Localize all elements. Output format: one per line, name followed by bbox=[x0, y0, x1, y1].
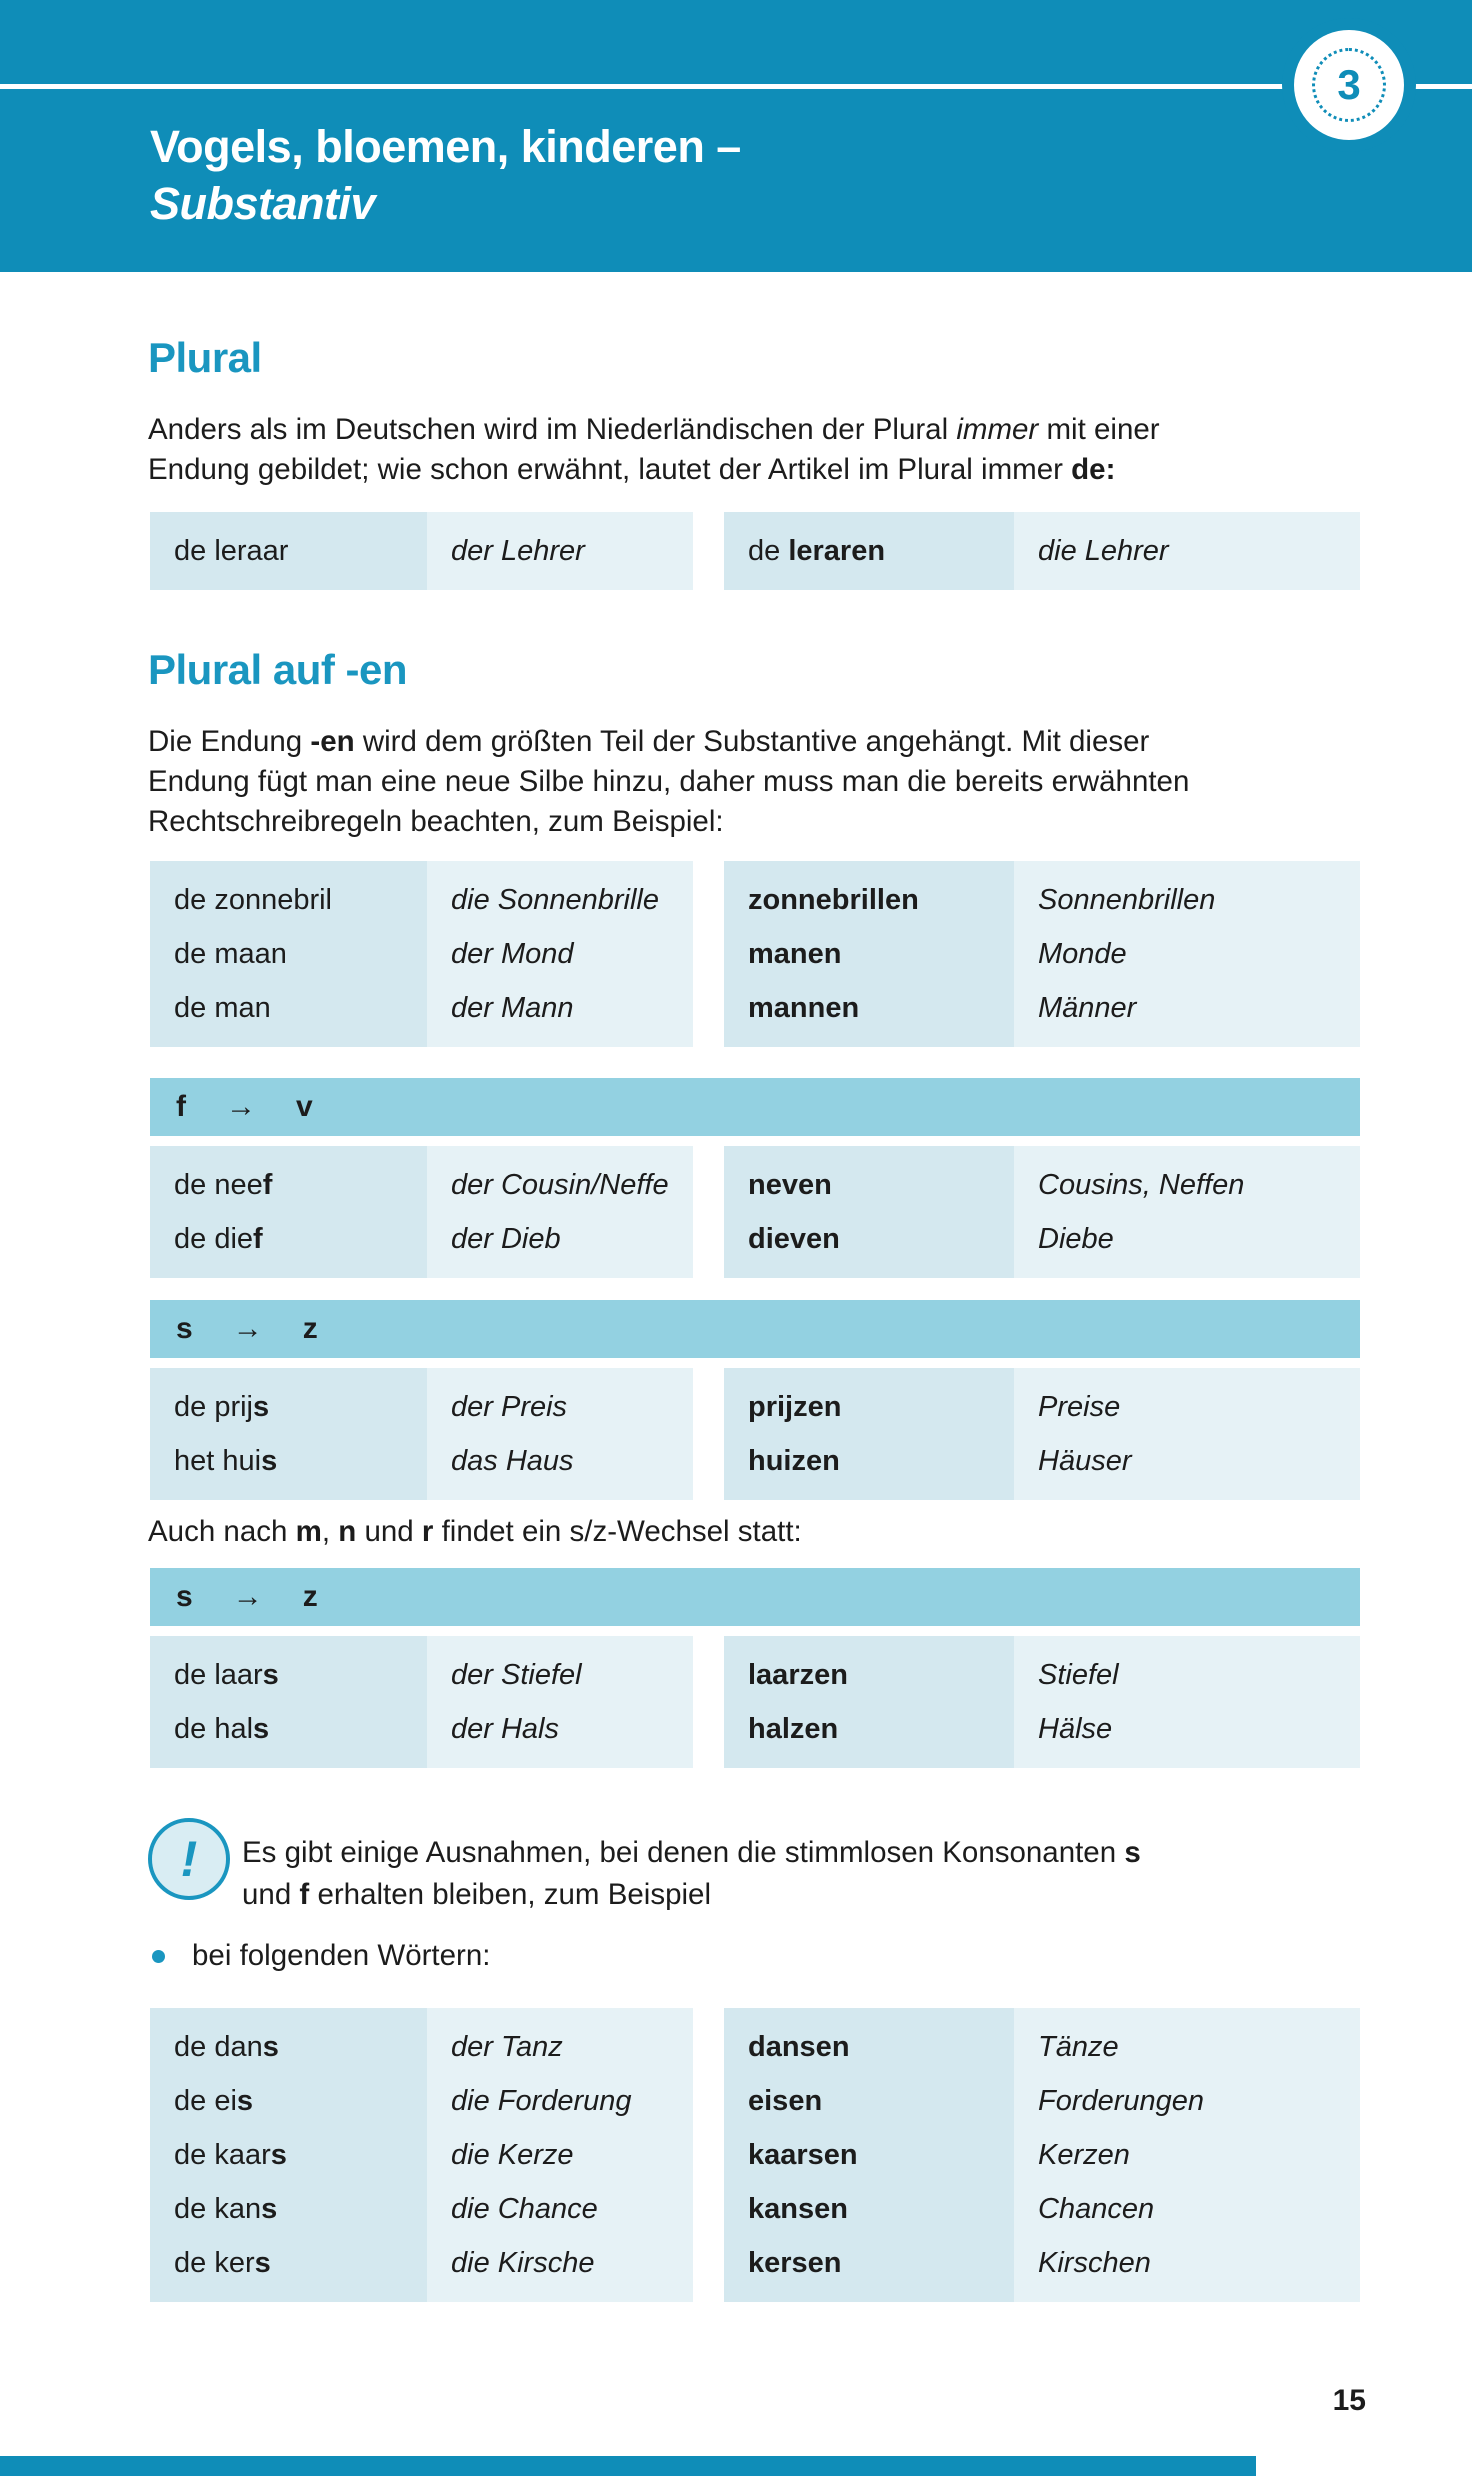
paragraph-after-mnr: Auch nach m, n und r findet ein s/z-Wechsel statt: bbox=[148, 1515, 802, 1548]
table-cell: kaarsen bbox=[748, 2139, 858, 2171]
table-cell: Monde bbox=[1038, 938, 1127, 970]
title-line-2: Substantiv bbox=[150, 178, 376, 229]
column-dutch-singular bbox=[150, 861, 427, 1047]
table-cell: Diebe bbox=[1038, 1223, 1114, 1255]
table-cell: de eis bbox=[174, 2085, 254, 2117]
table-cell: de neef bbox=[174, 1169, 273, 1201]
table-gap bbox=[693, 861, 724, 1047]
page-title bbox=[150, 118, 741, 232]
column-german-singular bbox=[427, 1146, 693, 1278]
arrow-right-icon: → bbox=[232, 1312, 263, 1345]
table-cell: huizen bbox=[748, 1445, 840, 1477]
column-dutch-singular bbox=[150, 2008, 427, 2302]
column-dutch-plural bbox=[724, 861, 1014, 1047]
example-table-s-z bbox=[150, 1368, 1360, 1500]
table-cell: Tänze bbox=[1038, 2031, 1119, 2063]
table-cell: der Cousin/Neffe bbox=[451, 1169, 669, 1201]
table-cell: der Hals bbox=[451, 1713, 559, 1745]
table-cell: die Chance bbox=[451, 2193, 598, 2225]
table-cell: de kans bbox=[174, 2193, 278, 2225]
chapter-number: 3 bbox=[1337, 61, 1361, 108]
table-cell: Kirschen bbox=[1038, 2247, 1151, 2279]
column-german-singular bbox=[427, 861, 693, 1047]
rule-letter-to: z bbox=[302, 1312, 318, 1345]
table-cell: Sonnenbrillen bbox=[1038, 884, 1216, 916]
table-cell: halzen bbox=[748, 1713, 839, 1745]
table-cell: manen bbox=[748, 938, 842, 970]
note-text: Es gibt einige Ausnahmen, bei denen die stimmlosen Konsonanten s und f erhalten bleiben, zum Beispiel bbox=[242, 1836, 1141, 1911]
table-gap bbox=[693, 2008, 724, 2302]
table-cell: der Mann bbox=[451, 992, 574, 1024]
column-dutch-plural bbox=[724, 2008, 1014, 2302]
table-cell: Cousins, Neffen bbox=[1038, 1169, 1245, 1201]
table-cell: Preise bbox=[1038, 1391, 1121, 1423]
example-table-s-z-mnr bbox=[150, 1636, 1360, 1768]
table-cell: Männer bbox=[1038, 992, 1137, 1024]
header-rule-line bbox=[0, 84, 1472, 89]
exclamation-glyph: ! bbox=[180, 1831, 198, 1887]
column-german-plural bbox=[1014, 1368, 1360, 1500]
chapter-badge-ring-icon bbox=[1312, 48, 1386, 122]
table-cell: de maan bbox=[174, 938, 287, 970]
table-cell: kansen bbox=[748, 2193, 848, 2225]
section-heading-plural: Plural bbox=[148, 334, 262, 381]
rule-letter-to: v bbox=[296, 1090, 313, 1123]
table-cell: die Kirsche bbox=[451, 2247, 595, 2279]
table-gap bbox=[693, 1146, 724, 1278]
table-cell: Stiefel bbox=[1038, 1659, 1119, 1691]
column-german-singular bbox=[427, 1368, 693, 1500]
table-cell: de leraar bbox=[174, 535, 289, 567]
table-cell: der Preis bbox=[451, 1391, 568, 1423]
table-cell: die Lehrer bbox=[1038, 535, 1169, 567]
table-cell: der Mond bbox=[451, 938, 574, 970]
table-cell: der Stiefel bbox=[451, 1659, 582, 1691]
column-german-singular bbox=[427, 512, 693, 590]
column-dutch-plural bbox=[724, 1146, 1014, 1278]
page-number: 15 bbox=[1332, 2384, 1366, 2417]
table-cell: prijzen bbox=[748, 1391, 842, 1423]
rule-bar-s-to-z bbox=[150, 1300, 1360, 1358]
column-german-plural bbox=[1014, 861, 1360, 1047]
table-cell: mannen bbox=[748, 992, 860, 1024]
column-german-plural bbox=[1014, 1636, 1360, 1768]
table-cell: der Dieb bbox=[451, 1223, 561, 1255]
table-cell: de kers bbox=[174, 2247, 271, 2279]
table-cell: de dief bbox=[174, 1223, 263, 1255]
table-cell: dieven bbox=[748, 1223, 840, 1255]
table-cell: de kaars bbox=[174, 2139, 287, 2171]
column-dutch-plural bbox=[724, 512, 1014, 590]
table-cell: Chancen bbox=[1038, 2193, 1155, 2225]
table-cell: het huis bbox=[174, 1445, 278, 1477]
column-dutch-singular bbox=[150, 512, 427, 590]
paragraph-plural-intro: Anders als im Deutschen wird im Niederländischen der Plural immer mit einer Endung gebildet; wie schon erwähnt, lautet der Artikel im Plural immer de: bbox=[148, 413, 1160, 486]
column-german-singular bbox=[427, 1636, 693, 1768]
exclamation-icon bbox=[148, 1818, 230, 1900]
table-cell: eisen bbox=[748, 2085, 823, 2117]
table-cell: das Haus bbox=[451, 1445, 574, 1477]
column-german-plural bbox=[1014, 2008, 1360, 2302]
section-heading-plural-en: Plural auf -en bbox=[148, 646, 408, 693]
table-cell: zonnebrillen bbox=[748, 884, 919, 916]
table-cell: de zonnebril bbox=[174, 884, 332, 916]
bullet-item-text: bei folgenden Wörtern: bbox=[192, 1939, 491, 1972]
rule-letter-to: z bbox=[302, 1580, 318, 1613]
title-line-1: Vogels, bloemen, kinderen – bbox=[150, 121, 741, 172]
table-cell: der Tanz bbox=[451, 2031, 563, 2063]
rule-letter-from: s bbox=[176, 1580, 193, 1613]
column-dutch-singular bbox=[150, 1368, 427, 1500]
table-cell: de dans bbox=[174, 2031, 279, 2063]
rule-bar-s-to-z-mnr bbox=[150, 1568, 1360, 1626]
table-cell: laarzen bbox=[748, 1659, 848, 1691]
column-dutch-plural bbox=[724, 1636, 1014, 1768]
table-gap bbox=[693, 1636, 724, 1768]
column-german-singular bbox=[427, 2008, 693, 2302]
footer-bar bbox=[0, 2456, 1256, 2476]
table-cell: Forderungen bbox=[1038, 2085, 1205, 2117]
rule-bar-f-to-v bbox=[150, 1078, 1360, 1136]
column-dutch-plural bbox=[724, 1368, 1014, 1500]
rule-letter-from: f bbox=[176, 1090, 186, 1123]
table-gap bbox=[693, 1368, 724, 1500]
arrow-right-icon: → bbox=[232, 1580, 263, 1613]
example-table-exceptions bbox=[150, 2008, 1360, 2302]
table-cell: Häuser bbox=[1038, 1445, 1132, 1477]
example-table-f-v bbox=[150, 1146, 1360, 1278]
table-cell: Hälse bbox=[1038, 1713, 1113, 1745]
rule-letter-from: s bbox=[176, 1312, 193, 1345]
column-german-plural bbox=[1014, 1146, 1360, 1278]
table-gap bbox=[693, 512, 724, 590]
table-cell: de man bbox=[174, 992, 271, 1024]
example-table-plural-en bbox=[150, 861, 1360, 1047]
table-cell: de leraren bbox=[748, 535, 886, 567]
table-cell: die Kerze bbox=[451, 2139, 574, 2171]
table-cell: Kerzen bbox=[1038, 2139, 1130, 2171]
column-dutch-singular bbox=[150, 1636, 427, 1768]
arrow-right-icon: → bbox=[226, 1090, 256, 1123]
chapter-badge bbox=[1294, 30, 1404, 140]
column-dutch-singular bbox=[150, 1146, 427, 1278]
table-cell: neven bbox=[748, 1169, 832, 1201]
table-cell: de prijs bbox=[174, 1391, 270, 1423]
bullet-dot-icon bbox=[152, 1950, 165, 1963]
table-cell: der Lehrer bbox=[451, 535, 585, 567]
table-cell: die Sonnenbrille bbox=[451, 884, 659, 916]
paragraph-plural-en: Die Endung -en wird dem größten Teil der Substantive angehängt. Mit dieser Endung fügt man eine neue Silbe hinzu, daher muss man die bereits erwähnten Rechtschreibregeln beachten, zum Beispiel: bbox=[148, 725, 1190, 838]
example-table-leraar bbox=[150, 512, 1360, 590]
table-cell: die Forderung bbox=[451, 2085, 632, 2117]
table-cell: dansen bbox=[748, 2031, 850, 2063]
column-german-plural bbox=[1014, 512, 1360, 590]
header-band bbox=[0, 0, 1472, 272]
table-cell: de hals bbox=[174, 1713, 270, 1745]
table-cell: de laars bbox=[174, 1659, 279, 1691]
table-cell: kersen bbox=[748, 2247, 842, 2279]
